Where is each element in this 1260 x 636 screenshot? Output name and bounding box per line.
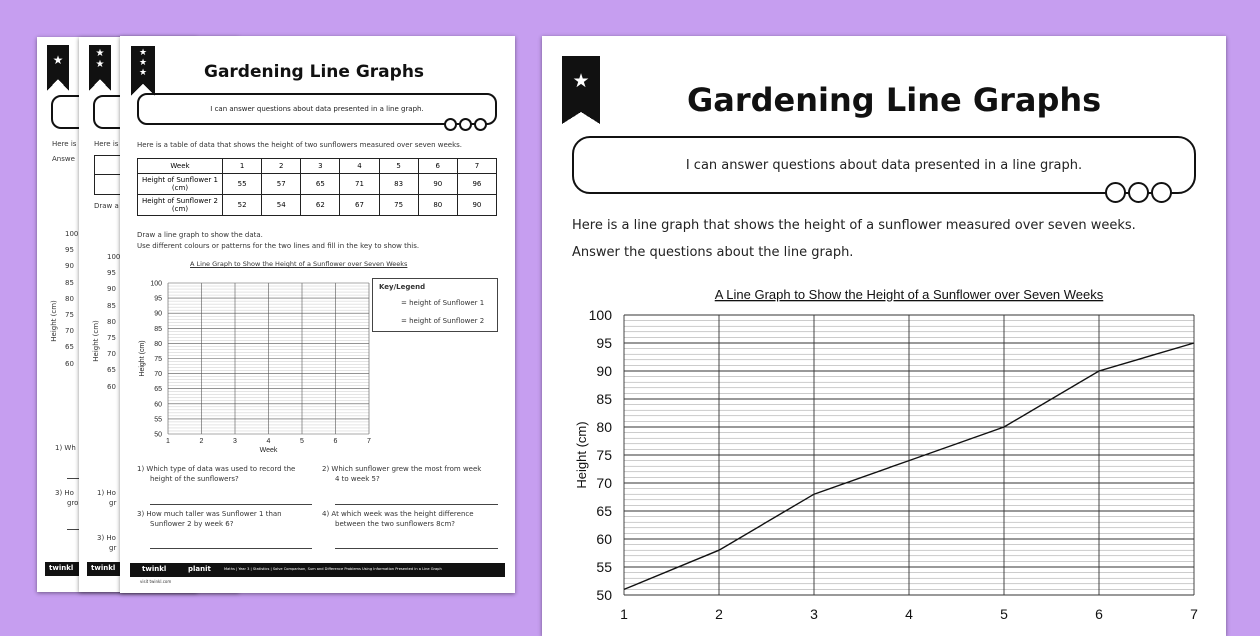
y-tick-label: 90 xyxy=(107,285,116,293)
x-tick-label: 7 xyxy=(1190,606,1198,622)
star-icon: ★ ★ ★ xyxy=(131,48,155,78)
question-1: 1) Ho xyxy=(97,489,116,497)
y-tick-label: 85 xyxy=(107,302,116,310)
y-tick-label: 75 xyxy=(107,334,116,342)
bookmark-ribbon xyxy=(131,46,155,84)
graph-title: A Line Graph to Show the Height of a Sunflower over Seven Weeks xyxy=(190,260,407,268)
instruction-2: Use different colours or patterns for the two lines and fill in the key to show this. xyxy=(137,242,419,250)
x-tick-label: 5 xyxy=(1000,606,1008,622)
table-cell: 67 xyxy=(340,195,379,216)
y-tick-label: 60 xyxy=(596,531,612,547)
y-tick-label: 100 xyxy=(150,281,162,288)
bookmark-ribbon xyxy=(47,45,69,79)
star-icon: ★ ★ xyxy=(89,48,111,70)
table-cell: 83 xyxy=(379,174,418,195)
x-tick-label: 7 xyxy=(367,438,371,445)
key-title: Key/Legend xyxy=(379,283,425,291)
objective-box xyxy=(572,136,1196,194)
y-tick-label: 80 xyxy=(107,318,116,326)
answer-line-2 xyxy=(335,504,498,505)
table-cell: 80 xyxy=(418,195,457,216)
dot-icon xyxy=(1151,182,1172,203)
x-tick-label: 1 xyxy=(166,438,170,445)
y-tick-label: 95 xyxy=(154,296,162,303)
question-2: 2) Which sunflower grew the most from week xyxy=(322,465,481,473)
table-cell: 62 xyxy=(301,195,340,216)
intro-line-1: Here is a line graph that shows the height of a sunflower measured over seven weeks. xyxy=(572,218,1136,233)
objective-text: I can answer questions about data presented in a line graph. xyxy=(210,105,423,113)
table-cell: 55 xyxy=(223,174,262,195)
table-cell: 52 xyxy=(223,195,262,216)
footer-url: visit twinkl.com xyxy=(140,579,171,584)
footer-logo: twinkl xyxy=(91,564,115,572)
key-item-1: = height of Sunflower 1 xyxy=(401,299,484,307)
x-tick-label: 3 xyxy=(233,438,237,445)
dot-icon xyxy=(1128,182,1149,203)
worksheet-front xyxy=(120,36,515,593)
key-item-2: = height of Sunflower 2 xyxy=(401,317,484,325)
table-cell: 57 xyxy=(262,174,301,195)
x-tick-label: 6 xyxy=(334,438,338,445)
table-row xyxy=(138,174,497,195)
y-tick-label: 50 xyxy=(154,432,162,439)
question-4: 4) At which week was the height difference xyxy=(322,510,474,518)
question-1-cont: gr xyxy=(109,499,116,507)
y-tick-label: 80 xyxy=(596,419,612,435)
y-tick-label: 70 xyxy=(65,327,74,335)
dot-icon xyxy=(444,118,457,131)
y-tick-label: 55 xyxy=(154,416,162,423)
y-tick-label: 50 xyxy=(596,587,612,603)
table-row xyxy=(138,195,497,216)
intro-text: Here is xyxy=(94,140,118,148)
question-3-cont: gro xyxy=(67,499,78,507)
question-3: 3) Ho xyxy=(97,534,116,542)
y-axis-label: Height (cm) xyxy=(574,421,589,488)
footer-logo: twinkl xyxy=(142,565,166,573)
intro-text: Here is a table of data that shows the height of two sunflowers measured over seven weeks. xyxy=(137,141,462,149)
objective-box xyxy=(137,93,497,125)
y-axis-label: Height (cm) xyxy=(92,320,100,362)
worksheet-main xyxy=(542,36,1226,636)
answer-text: Answe xyxy=(52,155,75,163)
x-tick-label: 6 xyxy=(1095,606,1103,622)
question-4-cont: between the two sunflowers 8cm? xyxy=(335,520,455,528)
table-cell: 90 xyxy=(457,195,496,216)
dot-icon xyxy=(1105,182,1126,203)
y-tick-label: 75 xyxy=(596,447,612,463)
table-header-row xyxy=(138,159,497,174)
progress-dots xyxy=(444,118,487,131)
bookmark-ribbon xyxy=(89,45,111,79)
table-cell: 75 xyxy=(379,195,418,216)
star-icon: ★ xyxy=(47,53,69,67)
table-cell: Week xyxy=(138,159,223,174)
x-axis-label: Week xyxy=(260,447,278,454)
y-tick-label: 95 xyxy=(596,335,612,351)
x-tick-label: 4 xyxy=(267,438,271,445)
footer-text: Maths | Year 3 | Statistics | Solve Comparison, Sum and Difference Problems Using Information Presented in a Line Graph xyxy=(224,567,442,571)
y-tick-label: 85 xyxy=(65,279,74,287)
footer-planit: planit xyxy=(188,565,211,573)
table-cell: 90 xyxy=(418,174,457,195)
table-cell: Height of Sunflower 2 (cm) xyxy=(138,195,223,216)
y-tick-label: 55 xyxy=(596,559,612,575)
question-3-cont: Sunflower 2 by week 6? xyxy=(150,520,233,528)
y-tick-label: 70 xyxy=(154,371,162,378)
y-tick-label: 95 xyxy=(107,269,116,277)
y-tick-label: 75 xyxy=(154,356,162,363)
intro-text: Here is xyxy=(52,140,76,148)
draw-instruction: Draw a xyxy=(94,202,119,210)
y-tick-label: 100 xyxy=(65,230,78,238)
question-1: 1) Wh xyxy=(55,444,76,452)
progress-dots xyxy=(1105,182,1172,203)
question-3-cont: gr xyxy=(109,544,116,552)
key-legend-box xyxy=(372,278,498,332)
table-cell: 1 xyxy=(223,159,262,174)
y-tick-label: 90 xyxy=(65,262,74,270)
bookmark-ribbon xyxy=(562,56,600,112)
worksheet-title: Gardening Line Graphs xyxy=(687,81,1101,119)
y-tick-label: 80 xyxy=(154,341,162,348)
worksheet-title: Gardening Line Graphs xyxy=(204,62,424,82)
table-cell: Height of Sunflower 1 (cm) xyxy=(138,174,223,195)
y-tick-label: 90 xyxy=(596,363,612,379)
y-tick-label: 95 xyxy=(65,246,74,254)
table-cell: 54 xyxy=(262,195,301,216)
table-cell: 96 xyxy=(457,174,496,195)
x-tick-label: 4 xyxy=(905,606,913,622)
table-cell: 4 xyxy=(340,159,379,174)
objective-text: I can answer questions about data presented in a line graph. xyxy=(686,158,1082,173)
table-cell: 5 xyxy=(379,159,418,174)
footer-logo: twinkl xyxy=(49,564,73,572)
x-tick-label: 1 xyxy=(620,606,628,622)
y-tick-label: 100 xyxy=(107,253,120,261)
y-tick-label: 65 xyxy=(107,366,116,374)
chart-title: A Line Graph to Show the Height of a Sunflower over Seven Weeks xyxy=(715,287,1104,302)
y-tick-label: 60 xyxy=(65,360,74,368)
answer-line-3 xyxy=(150,548,312,549)
table-cell: 7 xyxy=(457,159,496,174)
y-tick-label: 75 xyxy=(65,311,74,319)
y-tick-label: 70 xyxy=(107,350,116,358)
y-tick-label: 85 xyxy=(154,326,162,333)
question-1: 1) Which type of data was used to record the xyxy=(137,465,295,473)
y-axis-label: Height (cm) xyxy=(50,300,58,342)
y-tick-label: 65 xyxy=(65,343,74,351)
y-tick-label: 100 xyxy=(589,307,613,323)
question-3: 3) How much taller was Sunflower 1 than xyxy=(137,510,282,518)
answer-line-4 xyxy=(335,548,498,549)
table-cell: 6 xyxy=(418,159,457,174)
data-table xyxy=(137,158,497,216)
instruction-1: Draw a line graph to show the data. xyxy=(137,231,263,239)
dot-icon xyxy=(459,118,472,131)
y-tick-label: 70 xyxy=(596,475,612,491)
y-tick-label: 90 xyxy=(154,311,162,318)
y-tick-label: 65 xyxy=(596,503,612,519)
intro-line-2: Answer the questions about the line graph. xyxy=(572,245,853,260)
answer-line-1 xyxy=(150,504,312,505)
question-2-cont: 4 to week 5? xyxy=(335,475,380,483)
x-tick-label: 3 xyxy=(810,606,818,622)
y-tick-label: 80 xyxy=(65,295,74,303)
question-1-cont: height of the sunflowers? xyxy=(150,475,239,483)
x-tick-label: 5 xyxy=(300,438,304,445)
y-tick-label: 60 xyxy=(107,383,116,391)
table-cell: 2 xyxy=(262,159,301,174)
table-cell: 3 xyxy=(301,159,340,174)
y-axis-label: Height (cm) xyxy=(139,340,146,376)
line-chart xyxy=(542,281,1226,631)
y-tick-label: 85 xyxy=(596,391,612,407)
table-cell: 71 xyxy=(340,174,379,195)
star-icon: ★ xyxy=(562,70,600,92)
question-3: 3) Ho xyxy=(55,489,74,497)
y-tick-label: 65 xyxy=(154,386,162,393)
x-tick-label: 2 xyxy=(200,438,204,445)
table-cell: 65 xyxy=(301,174,340,195)
y-tick-label: 60 xyxy=(154,401,162,408)
dot-icon xyxy=(474,118,487,131)
x-tick-label: 2 xyxy=(715,606,723,622)
